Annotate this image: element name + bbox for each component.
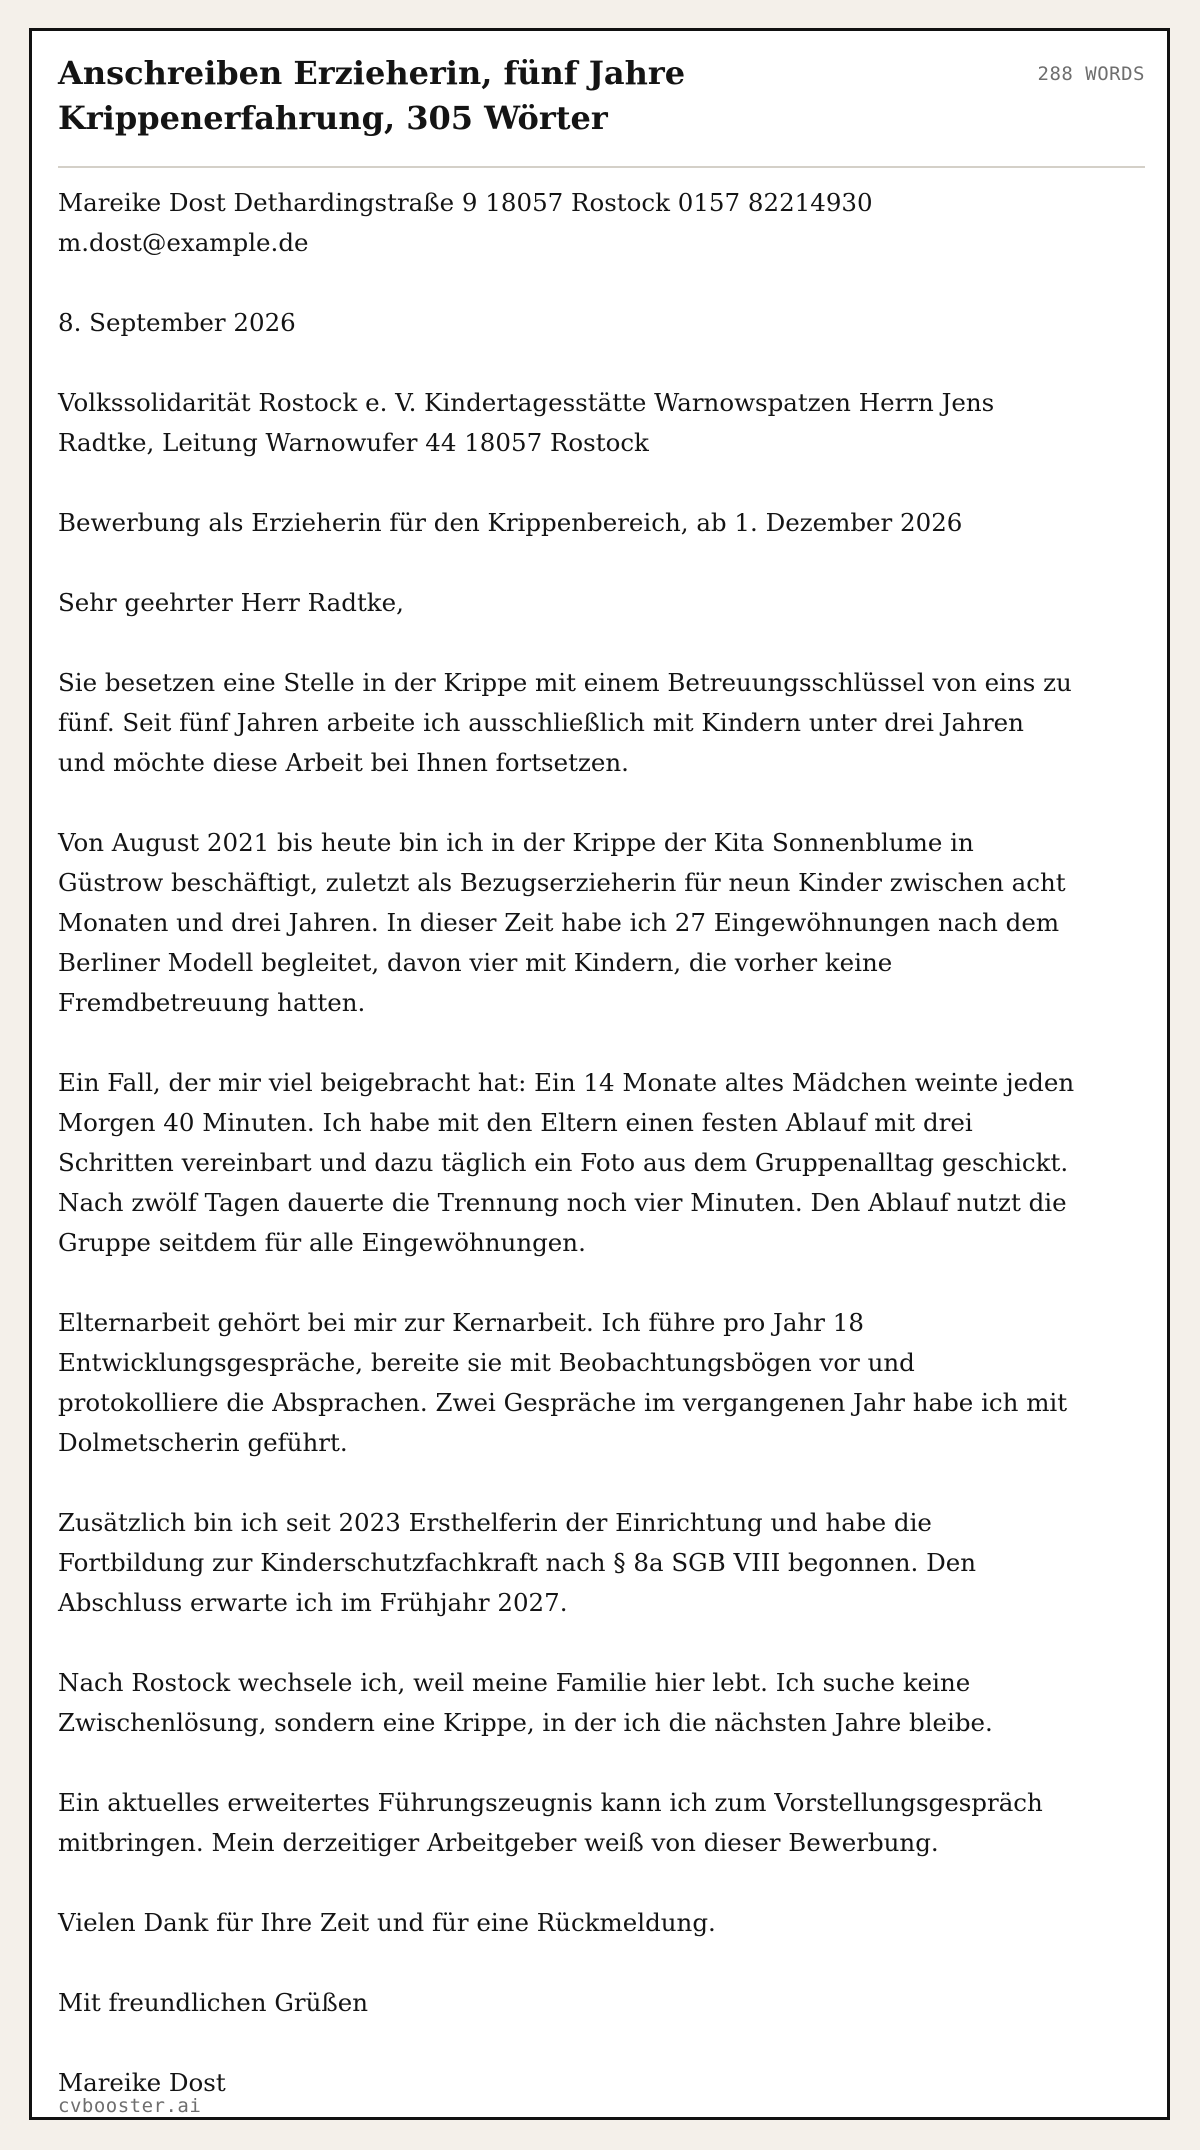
footer-brand: cvbooster.ai: [58, 2095, 202, 2117]
word-count-badge: 288 WORDS: [1037, 63, 1145, 85]
sender-address: Mareike Dost Dethardingstraße 9 18057 Rostock 0157 82214930 m.dost@example.de: [58, 188, 873, 257]
salutation: Sehr geehrter Herr Radtke,: [58, 588, 404, 617]
body-paragraph: Elternarbeit gehört bei mir zur Kernarbeit. Ich führe pro Jahr 18 Entwicklungsgespräche, bereite sie mit Beobachtungsbögen vor und protokolliere die Absprachen. Zwei Gespräche im vergangenen Jahr habe ich mit Dolmetscherin geführt.: [58, 1308, 1068, 1457]
subject-line: Bewerbung als Erzieherin für den Krippenbereich, ab 1. Dezember 2026: [58, 508, 963, 537]
body-paragraph: Sie besetzen eine Stelle in der Krippe mit einem Betreuungsschlüssel von eins zu fünf. Seit fünf Jahren arbeite ich ausschließlich mit Kindern unter drei Jahren und möchte diese Arbeit bei Ihnen fortsetzen.: [58, 668, 1072, 777]
document-title: Anschreiben Erzieherin, fünf Jahre Krippenerfahrung, 305 Wörter: [58, 54, 686, 137]
closing-greeting: Mit freundlichen Grüßen: [58, 1988, 369, 2017]
recipient-address: Volkssolidarität Rostock e. V. Kindertagesstätte Warnowspatzen Herrn Jens Radtke, Leitung Warnowufer 44 18057 Rostock: [58, 388, 995, 457]
letter-card: [29, 28, 1170, 2120]
body-paragraph: Ein Fall, der mir viel beigebracht hat: Ein 14 Monate altes Mädchen weinte jeden Morgen 40 Minuten. Ich habe mit den Eltern einen festen Ablauf mit drei Schritten vereinbart und dazu täglich ein Foto aus dem Gruppenalltag geschickt. Nach zwölf Tagen dauerte die Trennung noch vier Minuten. Den Ablauf nutzt die Gruppe seitdem für alle Eingewöhnungen.: [58, 1068, 1075, 1257]
body-paragraph: Ein aktuelles erweitertes Führungszeugnis kann ich zum Vorstellungsgespräch mitbringen. Mein derzeitiger Arbeitgeber weiß von dieser Bewerbung.: [58, 1788, 1043, 1857]
body-paragraph: Von August 2021 bis heute bin ich in der Krippe der Kita Sonnenblume in Güstrow beschäftigt, zuletzt als Bezugserzieherin für neun Kinder zwischen acht Monaten und drei Jahren. In dieser Zeit habe ich 27 Eingewöhnungen nach dem Berliner Modell begleitet, davon vier mit Kindern, die vorher keine Fremdbetreuung hatten.: [58, 828, 1066, 1017]
letter-header: [58, 51, 1145, 168]
letter-body: [58, 183, 1078, 2143]
letter-date: 8. September 2026: [58, 308, 296, 337]
body-paragraph: Nach Rostock wechsele ich, weil meine Familie hier lebt. Ich suche keine Zwischenlösung, sondern eine Krippe, in der ich die nächsten Jahre bleibe.: [58, 1668, 993, 1737]
signature-name: Mareike Dost: [58, 2068, 226, 2097]
closing-thanks: Vielen Dank für Ihre Zeit und für eine Rückmeldung.: [58, 1908, 716, 1937]
body-paragraph: Zusätzlich bin ich seit 2023 Ersthelferin der Einrichtung und habe die Fortbildung zur Kinderschutzfachkraft nach § 8a SGB VIII begonnen. Den Abschluss erwarte ich im Frühjahr 2027.: [58, 1508, 976, 1617]
